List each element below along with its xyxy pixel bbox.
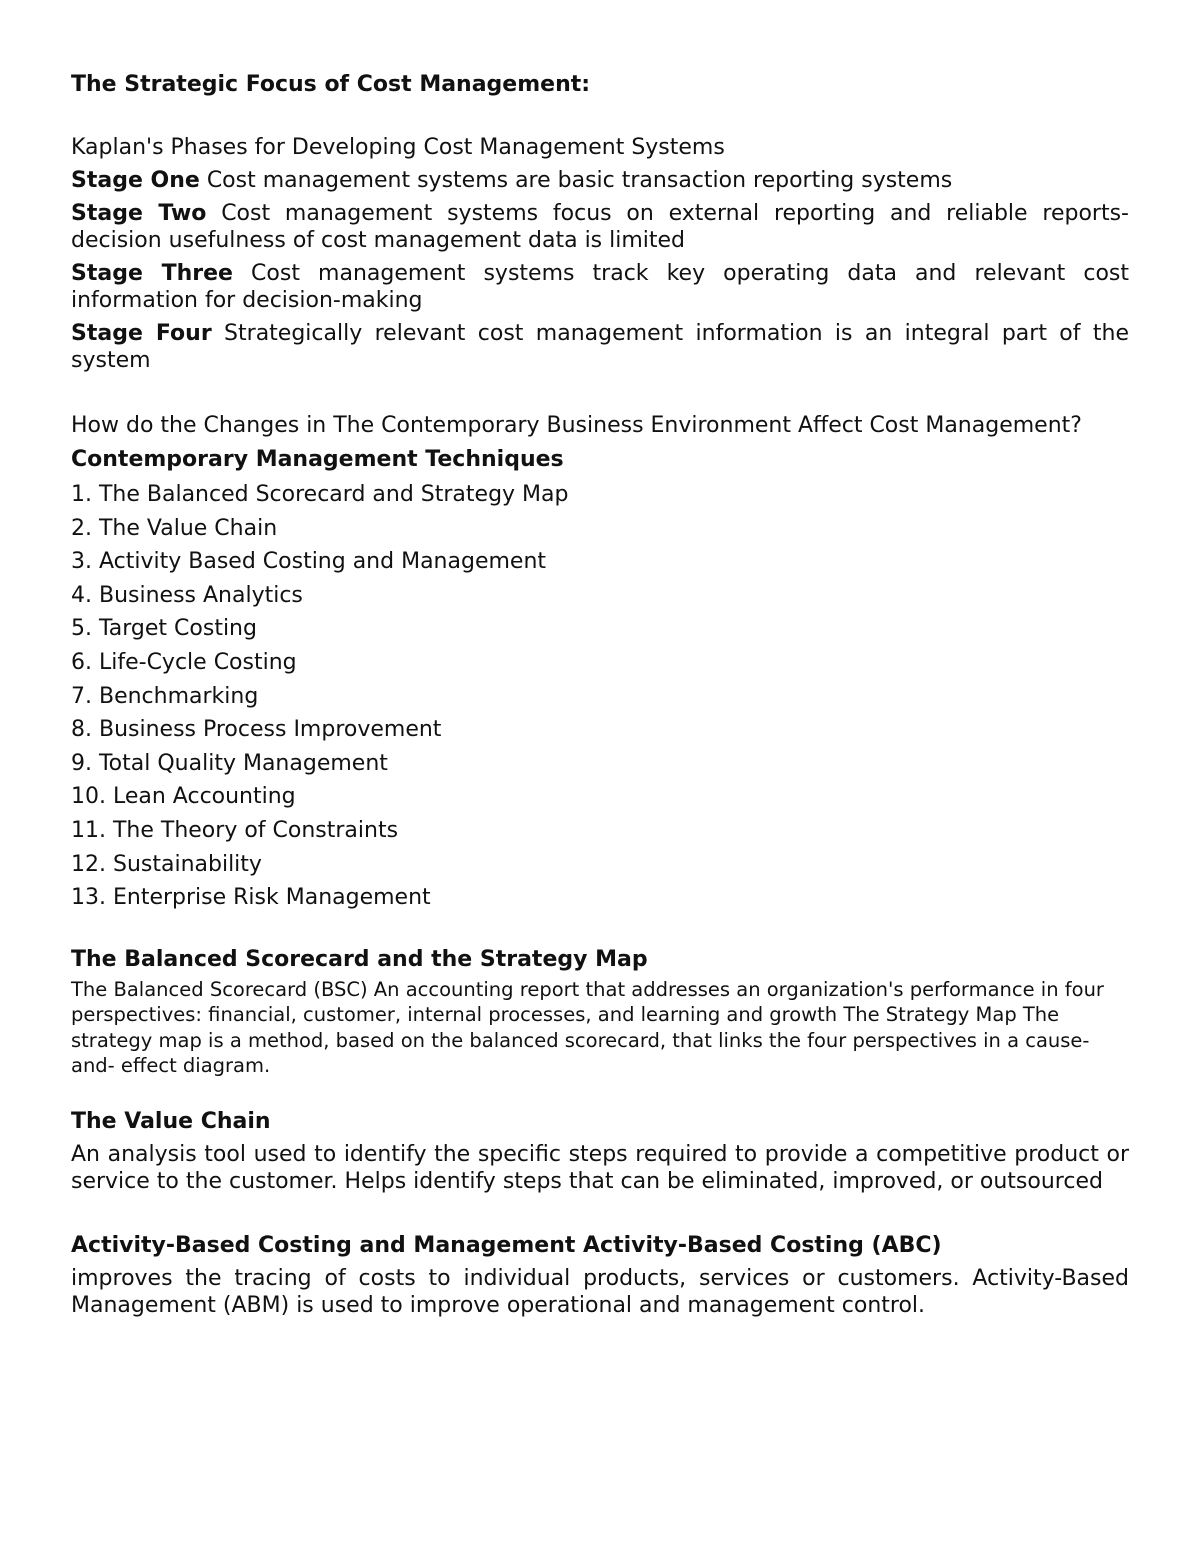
list-item: 6. Life-Cycle Costing xyxy=(71,649,297,675)
document-page xyxy=(71,70,1129,1319)
list-item: 12. Sustainability xyxy=(71,851,262,877)
list-item: 1. The Balanced Scorecard and Strategy Map xyxy=(71,482,569,507)
techniques-heading: Contemporary Management Techniques xyxy=(71,447,564,472)
stage-two xyxy=(71,200,1129,254)
list-item: 13. Enterprise Risk Management xyxy=(71,885,431,911)
abc-body: improves the tracing of costs to individual products, services or customers. Activity-Based Management (ABM) is used to improve operational and management control. xyxy=(71,1265,1129,1318)
value-chain-heading: The Value Chain xyxy=(71,1108,271,1134)
stage-two-label: Stage Two xyxy=(71,201,207,226)
bsc-body: The Balanced Scorecard (BSC) An accounting report that addresses an organization's performance in four perspectives: financial, customer, internal processes, and learning and growth The Strategy Map The strategy map is a method, based on the balanced scorecard, that links the four perspectives in a cause-and- effect diagram. xyxy=(71,977,1104,1078)
list-item: 10. Lean Accounting xyxy=(71,784,296,810)
page-title: The Strategic Focus of Cost Management: xyxy=(71,72,591,97)
spacer xyxy=(71,1079,1129,1107)
value-chain-body: An analysis tool used to identify the specific steps required to provide a competitive product or service to the customer. Helps identify steps that can be eliminated, improved, or outsourced xyxy=(71,1141,1129,1194)
stage-three-text: Cost management systems track key operating data and relevant cost information for decision-making xyxy=(71,261,1129,313)
stage-one-text: Cost management systems are basic transaction reporting systems xyxy=(199,168,953,193)
spacer xyxy=(71,915,1129,945)
stage-three-label: Stage Three xyxy=(71,261,233,286)
stage-one xyxy=(71,167,1129,194)
list-item: 3. Activity Based Costing and Management xyxy=(71,549,547,575)
kaplan-intro: Kaplan's Phases for Developing Cost Management Systems xyxy=(71,135,725,160)
spacer xyxy=(71,1195,1129,1231)
stage-four-label: Stage Four xyxy=(71,321,212,346)
stage-two-text: Cost management systems focus on external reporting and reliable reports-decision usefulness of cost management data is limited xyxy=(71,201,1129,253)
question-text: How do the Changes in The Contemporary Business Environment Affect Cost Management? xyxy=(71,413,1082,438)
list-item: 5. Target Costing xyxy=(71,616,257,642)
stage-three xyxy=(71,260,1129,314)
list-item: 9. Total Quality Management xyxy=(71,750,388,776)
spacer xyxy=(71,374,1129,412)
stage-four xyxy=(71,320,1129,374)
list-item: 11. The Theory of Constraints xyxy=(71,817,399,843)
list-item: 7. Benchmarking xyxy=(71,683,259,709)
bsc-heading: The Balanced Scorecard and the Strategy Map xyxy=(71,946,648,972)
techniques-list xyxy=(71,478,1129,915)
stage-four-text: Strategically relevant cost management information is an integral part of the system xyxy=(71,321,1129,373)
list-item: 2. The Value Chain xyxy=(71,515,278,541)
list-item: 4. Business Analytics xyxy=(71,582,303,608)
list-item: 8. Business Process Improvement xyxy=(71,717,442,743)
stage-one-label: Stage One xyxy=(71,168,200,193)
abc-heading: Activity-Based Costing and Management Activity-Based Costing (ABC) xyxy=(71,1232,942,1258)
